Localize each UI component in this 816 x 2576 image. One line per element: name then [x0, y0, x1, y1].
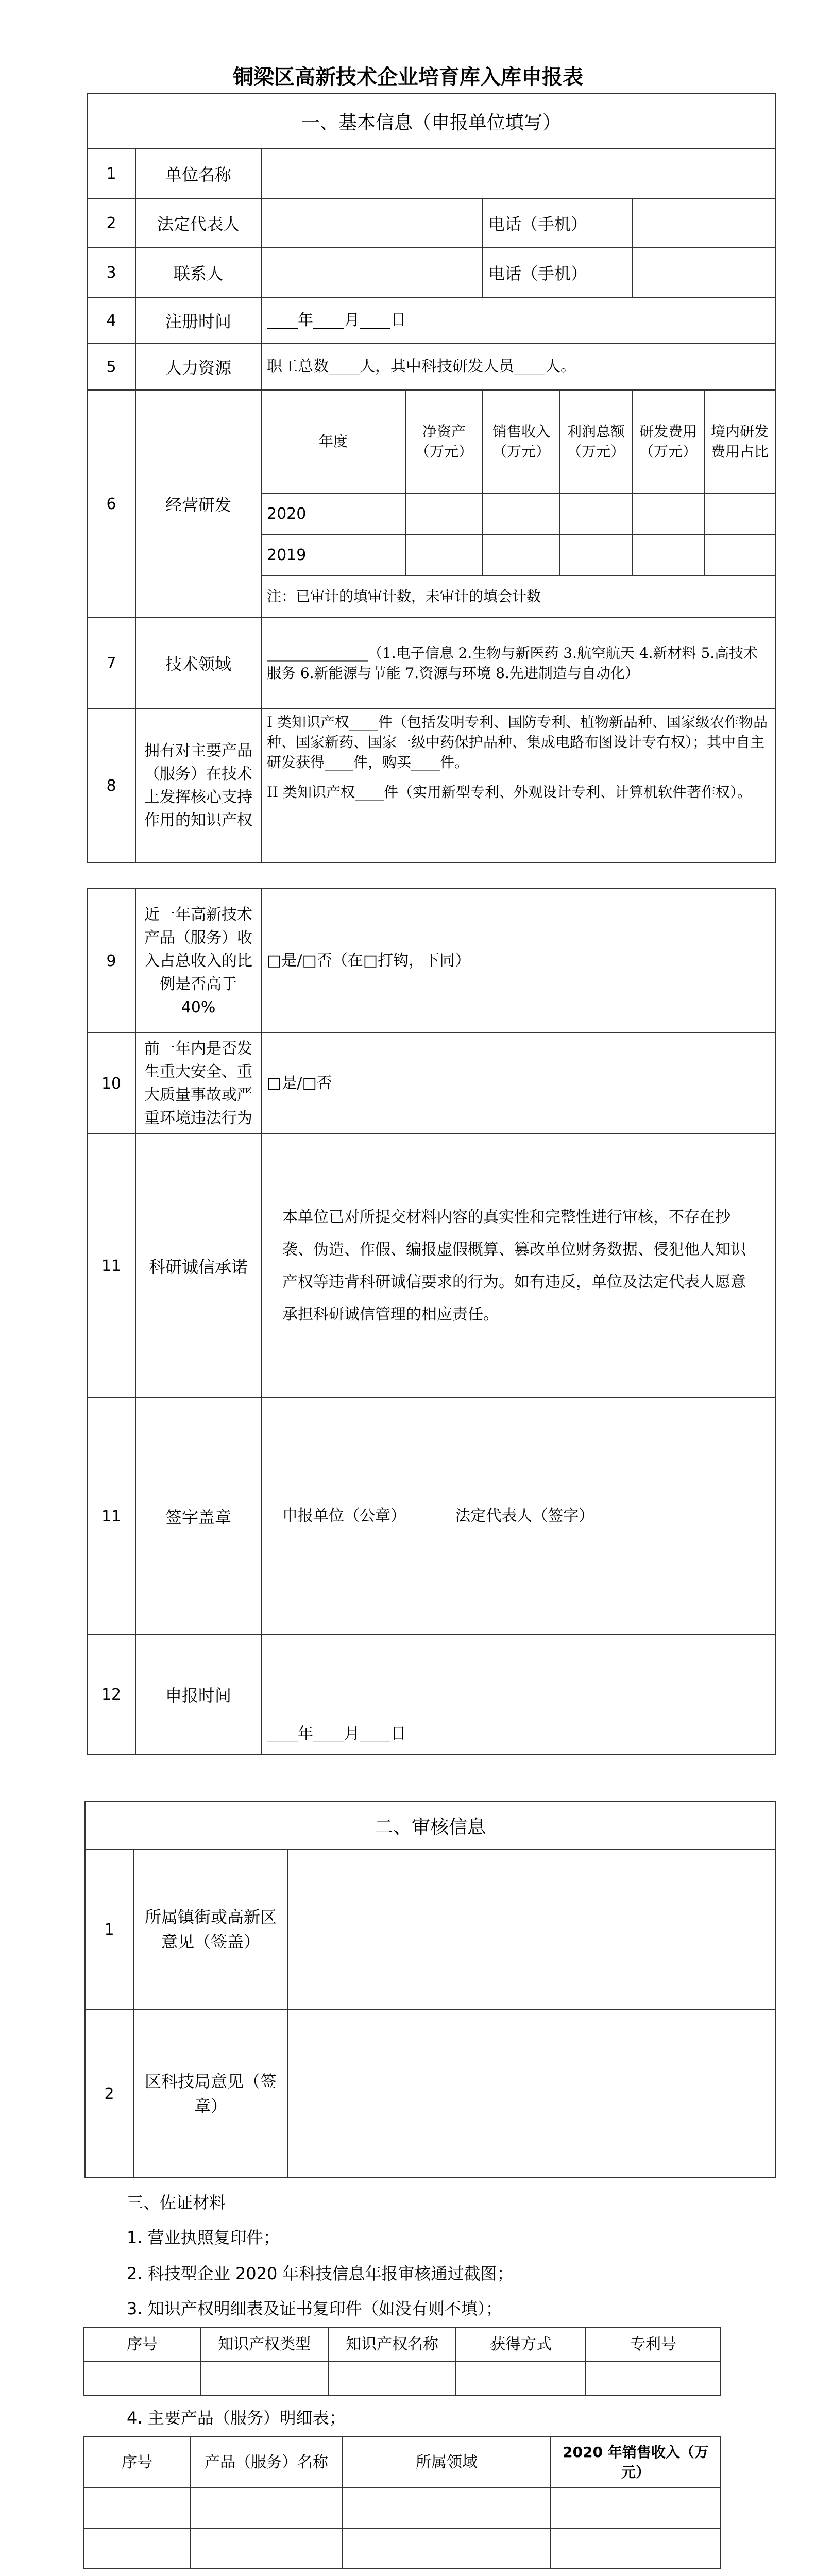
table-cell[interactable] [190, 2528, 343, 2568]
row-label: 签字盖章 [135, 1398, 261, 1635]
accident-choice[interactable]: □是/□否 [261, 1033, 775, 1134]
integrity-pledge: 本单位已对所提交材料内容的真实性和完整性进行审核，不存在抄袭、伪造、作假、编报虚假概算、篡改单位财务数据、侵犯他人知识产权等违背科研诚信要求的行为。如有违反，单位及法定代表人愿意承担科研诚信管理的相应责任。 [261, 1134, 775, 1398]
row-label: 前一年内是否发生重大安全、重大质量事故或严重环境违法行为 [135, 1033, 261, 1134]
company-name-field[interactable] [261, 149, 775, 198]
legal-rep-phone-field[interactable] [632, 198, 775, 248]
table-cell[interactable] [551, 2488, 721, 2528]
material-item-4: 4. 主要产品（服务）明细表； [127, 2408, 346, 2428]
finance-cell[interactable] [405, 493, 483, 534]
finance-header: 研发费用（万元） [632, 390, 704, 493]
submit-date-field[interactable]: ____年____月____日 [261, 1635, 775, 1754]
material-item-1: 1. 营业执照复印件； [127, 2228, 280, 2247]
phone-label: 电话（手机） [483, 248, 632, 297]
basic-info-table [87, 93, 776, 863]
tech-field-options[interactable]: ______________（1.电子信息 2.生物与新医药 3.航空航天 4.新材料 5.高技术服务 6.新能源与节能 7.资源与环境 8.先进制造与自动化） [261, 618, 775, 708]
ip-table-header: 获得方式 [456, 2327, 586, 2361]
row-number: 7 [87, 618, 135, 708]
ip-table-header: 知识产权名称 [328, 2327, 456, 2361]
table-cell[interactable] [343, 2528, 551, 2568]
finance-cell[interactable] [483, 534, 560, 575]
row-number: 8 [87, 708, 135, 863]
finance-cell[interactable] [483, 493, 560, 534]
finance-cell[interactable] [632, 493, 704, 534]
table-cell[interactable] [84, 2528, 190, 2568]
high-tech-ratio-choice[interactable]: □是/□否（在□打钩，下同） [261, 889, 775, 1033]
finance-cell[interactable] [405, 534, 483, 575]
row-number: 11 [87, 1134, 135, 1398]
section-title: 一、基本信息（申报单位填写） [87, 93, 775, 149]
row-label: 单位名称 [135, 149, 261, 198]
row-label: 人力资源 [135, 344, 261, 390]
contact-field[interactable] [261, 248, 483, 297]
product-table-header: 产品（服务）名称 [190, 2436, 343, 2488]
legal-rep-field[interactable] [261, 198, 483, 248]
row-label: 科研诚信承诺 [135, 1134, 261, 1398]
table-cell[interactable] [200, 2361, 328, 2395]
ip-class2[interactable]: II 类知识产权____件（实用新型专利、外观设计专利、计算机软件著作权）。 [267, 783, 752, 801]
signature-field[interactable]: 申报单位（公章） 法定代表人（签字） [261, 1398, 775, 1635]
row-label: 近一年高新技术产品（服务）收入占总收入的比例是否高于 40% [135, 889, 261, 1033]
product-table [83, 2436, 721, 2569]
finance-header: 销售收入（万元） [483, 390, 560, 493]
row-number: 12 [87, 1635, 135, 1754]
row-number: 1 [85, 1849, 133, 2010]
phone-label: 电话（手机） [483, 198, 632, 248]
town-opinion-field[interactable] [288, 1849, 775, 2010]
row-number: 1 [87, 149, 135, 198]
row-number: 3 [87, 248, 135, 297]
row-label: 联系人 [135, 248, 261, 297]
finance-cell[interactable] [560, 493, 632, 534]
row-label: 申报时间 [135, 1635, 261, 1754]
form-title: 铜梁区高新技术企业培育库入库申报表 [233, 65, 583, 89]
row-number: 9 [87, 889, 135, 1033]
contact-phone-field[interactable] [632, 248, 775, 297]
table-cell[interactable] [586, 2361, 721, 2395]
section-title: 二、审核信息 [85, 1802, 775, 1849]
finance-cell[interactable] [632, 534, 704, 575]
product-table-header: 序号 [84, 2436, 190, 2488]
row-number: 6 [87, 390, 135, 618]
ip-detail-table [83, 2327, 721, 2396]
row-number: 5 [87, 344, 135, 390]
finance-cell[interactable] [704, 534, 775, 575]
row-label: 技术领域 [135, 618, 261, 708]
finance-cell[interactable] [704, 493, 775, 534]
material-item-3: 3. 知识产权明细表及证书复印件（如没有则不填）； [127, 2299, 502, 2318]
product-table-header: 2020 年销售收入（万元） [551, 2436, 721, 2488]
row-number: 4 [87, 297, 135, 344]
table-cell[interactable] [190, 2488, 343, 2528]
product-table-header: 所属领域 [343, 2436, 551, 2488]
table-cell[interactable] [551, 2528, 721, 2568]
bureau-opinion-field[interactable] [288, 2010, 775, 2178]
hr-field[interactable]: 职工总数____人，其中科技研发人员____人。 [261, 344, 775, 390]
ip-class1[interactable]: I 类知识产权____件（包括发明专利、国防专利、植物新品种、国家级农作物品种、国家新药、国家一级中药保护品种、集成电路布图设计专有权）；其中自主研发获得____件，购买____件。 [267, 714, 768, 771]
row-number: 2 [85, 2010, 133, 2178]
row-label: 注册时间 [135, 297, 261, 344]
finance-note: 注：已审计的填审计数，未审计的填会计数 [261, 575, 775, 618]
finance-header: 净资产（万元） [405, 390, 483, 493]
row-label: 法定代表人 [135, 198, 261, 248]
table-cell[interactable] [84, 2488, 190, 2528]
ip-table-header: 序号 [84, 2327, 200, 2361]
basic-info-table-continued [87, 888, 776, 1755]
row-number: 11 [87, 1398, 135, 1635]
finance-cell[interactable] [560, 534, 632, 575]
material-item-2: 2. 科技型企业 2020 年科技信息年报审核通过截图； [127, 2264, 514, 2283]
row-number: 2 [87, 198, 135, 248]
table-cell[interactable] [84, 2361, 200, 2395]
table-cell[interactable] [343, 2488, 551, 2528]
finance-year: 2020 [261, 493, 405, 534]
finance-header: 年度 [261, 390, 405, 493]
finance-header: 境内研发费用占比 [704, 390, 775, 493]
table-cell[interactable] [328, 2361, 456, 2395]
ip-table-header: 专利号 [586, 2327, 721, 2361]
row-label: 所属镇街或高新区意见（签盖） [133, 1849, 288, 2010]
finance-year: 2019 [261, 534, 405, 575]
row-label: 经营研发 [135, 390, 261, 618]
row-label: 区科技局意见（签章） [133, 2010, 288, 2178]
ip-cell [261, 708, 775, 863]
registration-date-field[interactable]: ____年____月____日 [261, 297, 775, 344]
row-number: 10 [87, 1033, 135, 1134]
ip-table-header: 知识产权类型 [200, 2327, 328, 2361]
row-label: 拥有对主要产品（服务）在技术上发挥核心支持作用的知识产权 [135, 708, 261, 863]
table-cell[interactable] [456, 2361, 586, 2395]
finance-header: 利润总额（万元） [560, 390, 632, 493]
section3-title: 三、佐证材料 [127, 2193, 226, 2212]
review-info-table [84, 1801, 776, 2178]
